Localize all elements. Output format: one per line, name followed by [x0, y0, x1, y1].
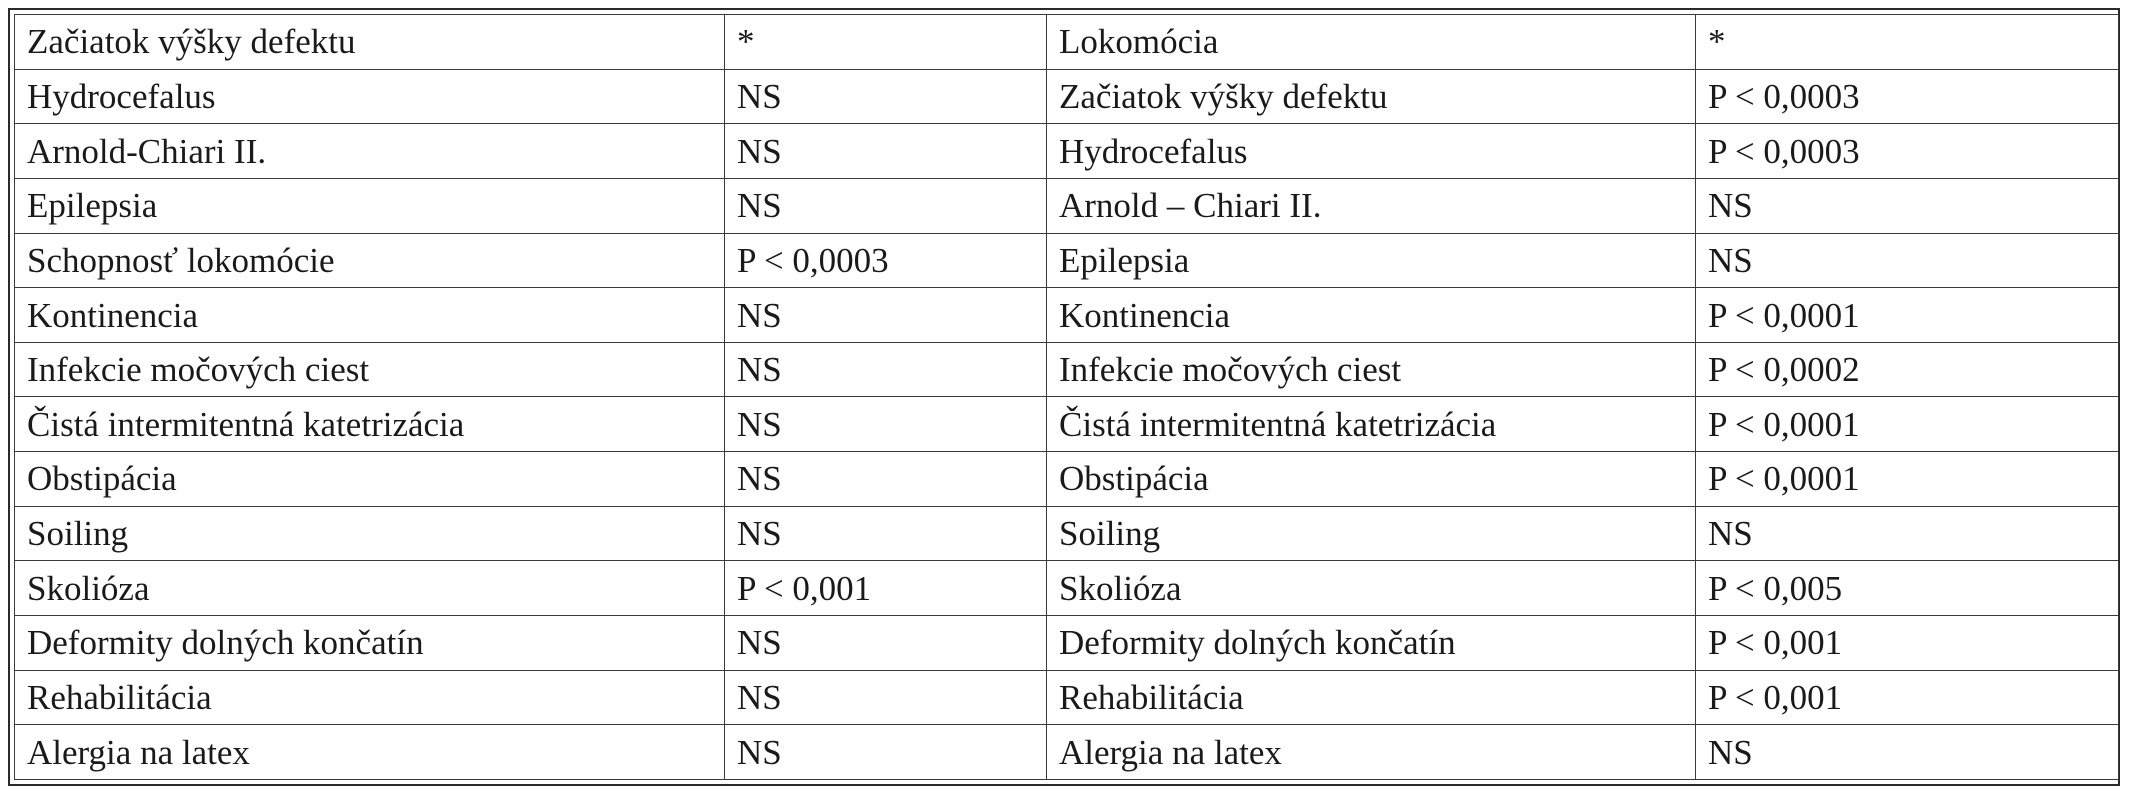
- right-label-cell: Deformity dolných končatín: [1047, 616, 1696, 671]
- left-value-cell: NS: [725, 670, 1047, 725]
- left-label-cell: Skolióza: [15, 561, 725, 616]
- right-label-cell: Kontinencia: [1047, 288, 1696, 343]
- table-row: [15, 288, 2119, 343]
- left-label-cell: Deformity dolných končatín: [15, 616, 725, 671]
- left-label-cell: Kontinencia: [15, 288, 725, 343]
- table-row: [15, 178, 2119, 233]
- left-value-cell: *: [725, 15, 1047, 70]
- right-value-cell: P < 0,0001: [1696, 452, 2119, 507]
- left-label-cell: Obstipácia: [15, 452, 725, 507]
- right-value-cell: NS: [1696, 178, 2119, 233]
- right-label-cell: Skolióza: [1047, 561, 1696, 616]
- left-label-cell: Začiatok výšky defektu: [15, 15, 725, 70]
- table-row: [15, 342, 2119, 397]
- right-value-cell: P < 0,0003: [1696, 124, 2119, 179]
- results-table: [14, 14, 2119, 780]
- right-label-cell: Epilepsia: [1047, 233, 1696, 288]
- left-label-cell: Schopnosť lokomócie: [15, 233, 725, 288]
- left-label-cell: Infekcie močových ciest: [15, 342, 725, 397]
- right-label-cell: Obstipácia: [1047, 452, 1696, 507]
- left-label-cell: Alergia na latex: [15, 725, 725, 780]
- left-label-cell: Epilepsia: [15, 178, 725, 233]
- right-label-cell: Rehabilitácia: [1047, 670, 1696, 725]
- table-row: [15, 69, 2119, 124]
- right-value-cell: NS: [1696, 233, 2119, 288]
- left-label-cell: Rehabilitácia: [15, 670, 725, 725]
- right-value-cell: *: [1696, 15, 2119, 70]
- left-value-cell: P < 0,0003: [725, 233, 1047, 288]
- left-label-cell: Čistá intermitentná katetrizácia: [15, 397, 725, 452]
- right-label-cell: Čistá intermitentná katetrizácia: [1047, 397, 1696, 452]
- left-value-cell: NS: [725, 725, 1047, 780]
- right-label-cell: Soiling: [1047, 506, 1696, 561]
- left-value-cell: NS: [725, 452, 1047, 507]
- left-value-cell: NS: [725, 124, 1047, 179]
- right-value-cell: P < 0,005: [1696, 561, 2119, 616]
- table-frame: [8, 8, 2120, 786]
- right-label-cell: Začiatok výšky defektu: [1047, 69, 1696, 124]
- right-value-cell: P < 0,0003: [1696, 69, 2119, 124]
- right-label-cell: Infekcie močových ciest: [1047, 342, 1696, 397]
- right-value-cell: P < 0,001: [1696, 670, 2119, 725]
- table-row: [15, 124, 2119, 179]
- table-row: [15, 670, 2119, 725]
- left-label-cell: Hydrocefalus: [15, 69, 725, 124]
- table-row: [15, 233, 2119, 288]
- right-label-cell: Arnold – Chiari II.: [1047, 178, 1696, 233]
- right-value-cell: P < 0,0001: [1696, 288, 2119, 343]
- table-row: [15, 616, 2119, 671]
- right-value-cell: NS: [1696, 725, 2119, 780]
- right-value-cell: NS: [1696, 506, 2119, 561]
- right-value-cell: P < 0,0001: [1696, 397, 2119, 452]
- right-value-cell: P < 0,001: [1696, 616, 2119, 671]
- left-label-cell: Arnold-Chiari II.: [15, 124, 725, 179]
- right-label-cell: Hydrocefalus: [1047, 124, 1696, 179]
- table-row: [15, 15, 2119, 70]
- right-label-cell: Alergia na latex: [1047, 725, 1696, 780]
- right-value-cell: P < 0,0002: [1696, 342, 2119, 397]
- left-value-cell: NS: [725, 178, 1047, 233]
- table-row: [15, 506, 2119, 561]
- left-value-cell: NS: [725, 288, 1047, 343]
- table-row: [15, 452, 2119, 507]
- left-value-cell: NS: [725, 342, 1047, 397]
- left-value-cell: P < 0,001: [725, 561, 1047, 616]
- left-value-cell: NS: [725, 69, 1047, 124]
- left-value-cell: NS: [725, 397, 1047, 452]
- table-row: [15, 725, 2119, 780]
- right-label-cell: Lokomócia: [1047, 15, 1696, 70]
- table-row: [15, 561, 2119, 616]
- table-row: [15, 397, 2119, 452]
- left-value-cell: NS: [725, 506, 1047, 561]
- left-label-cell: Soiling: [15, 506, 725, 561]
- left-value-cell: NS: [725, 616, 1047, 671]
